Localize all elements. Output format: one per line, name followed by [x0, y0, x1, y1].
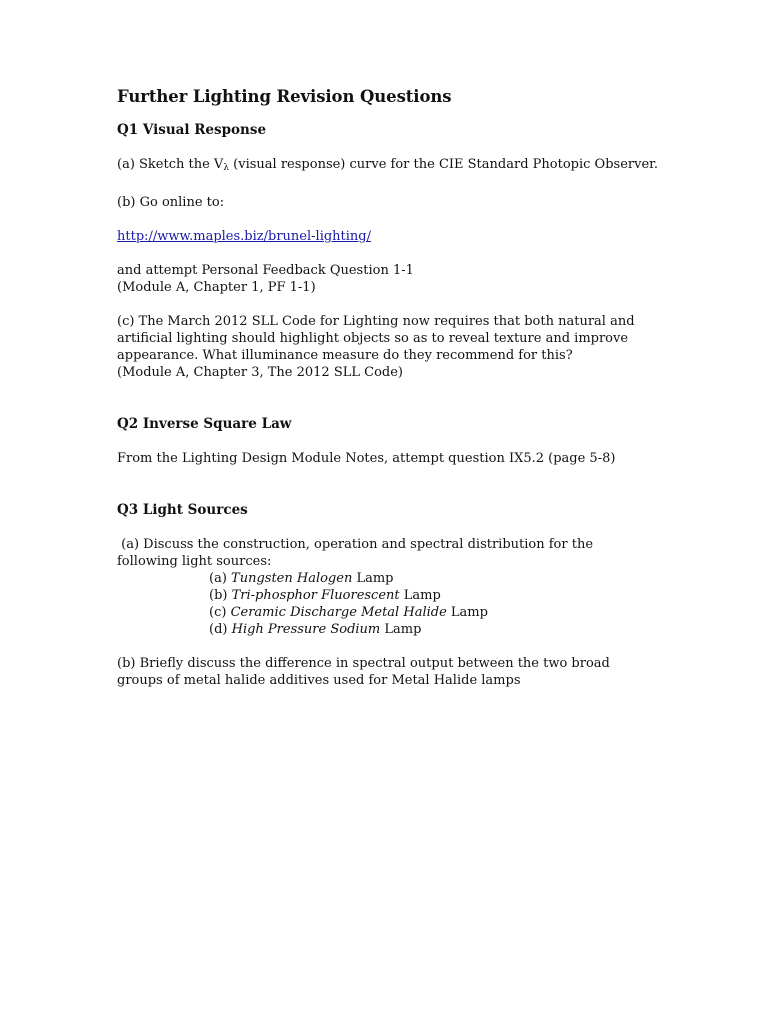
lamp-item-suffix: Lamp [399, 588, 441, 603]
q1-part-c-line3: appearance. What illuminance measure do they recommend for this? [117, 348, 573, 363]
lamp-item-suffix: Lamp [352, 571, 394, 586]
lamp-item-c [209, 604, 677, 621]
q1-part-c-line1: (c) The March 2012 SLL Code for Lighting now requires that both natural and [117, 314, 635, 329]
q1-part-a-post: (visual response) curve for the CIE Standard Photopic Observer. [229, 157, 659, 172]
q2-text: From the Lighting Design Module Notes, attempt question IX5.2 (page 5-8) [117, 451, 616, 466]
brunel-lighting-link[interactable]: http://www.maples.biz/brunel-lighting/ [117, 229, 372, 244]
lamp-item-name: High Pressure Sodium [231, 622, 381, 637]
lamp-item-a [209, 570, 677, 587]
q1-part-c-line2: artificial lighting should highlight objects so as to reveal texture and improve [117, 331, 629, 346]
q3-part-a-line1: (a) Discuss the construction, operation and spectral distribution for the [117, 537, 594, 552]
lamp-item-suffix: Lamp [380, 622, 422, 637]
q1-part-a-pre: (a) Sketch the V [117, 157, 224, 172]
q1-attempt-ref: (Module A, Chapter 1, PF 1-1) [117, 280, 316, 295]
q2-heading: Q2 Inverse Square Law [117, 416, 292, 432]
q3-part-a-line2: following light sources: [117, 554, 272, 569]
lamp-item-suffix: Lamp [446, 605, 488, 620]
q1-attempt: and attempt Personal Feedback Question 1-1 [117, 263, 414, 278]
q3-part-b-line2: groups of metal halide additives used for Metal Halide lamps [117, 673, 521, 688]
q3-heading: Q3 Light Sources [117, 502, 248, 518]
lamp-item-d [209, 621, 677, 638]
q1-link-line [117, 228, 677, 245]
document-title: Further Lighting Revision Questions [117, 87, 452, 106]
lamp-item-name: Tungsten Halogen [231, 571, 353, 586]
lambda-subscript: λ [223, 163, 230, 173]
lamp-item-name: Ceramic Discharge Metal Halide [230, 605, 447, 620]
q1-part-b: (b) Go online to: [117, 195, 225, 210]
document-page [117, 86, 677, 689]
lamp-item-prefix: (b) [209, 588, 232, 603]
q3-part-b-line1: (b) Briefly discuss the difference in spectral output between the two broad [117, 656, 610, 671]
q1-heading: Q1 Visual Response [117, 122, 267, 138]
lamp-item-prefix: (a) [209, 571, 232, 586]
lamp-item-prefix: (c) [209, 605, 231, 620]
lamp-item-name: Tri-phosphor Fluorescent [231, 588, 400, 603]
lamp-item-b [209, 587, 677, 604]
q1-part-c-ref: (Module A, Chapter 3, The 2012 SLL Code) [117, 365, 403, 380]
q1-part-a [117, 156, 677, 177]
lamp-item-prefix: (d) [209, 622, 232, 637]
lamp-list [209, 570, 677, 638]
